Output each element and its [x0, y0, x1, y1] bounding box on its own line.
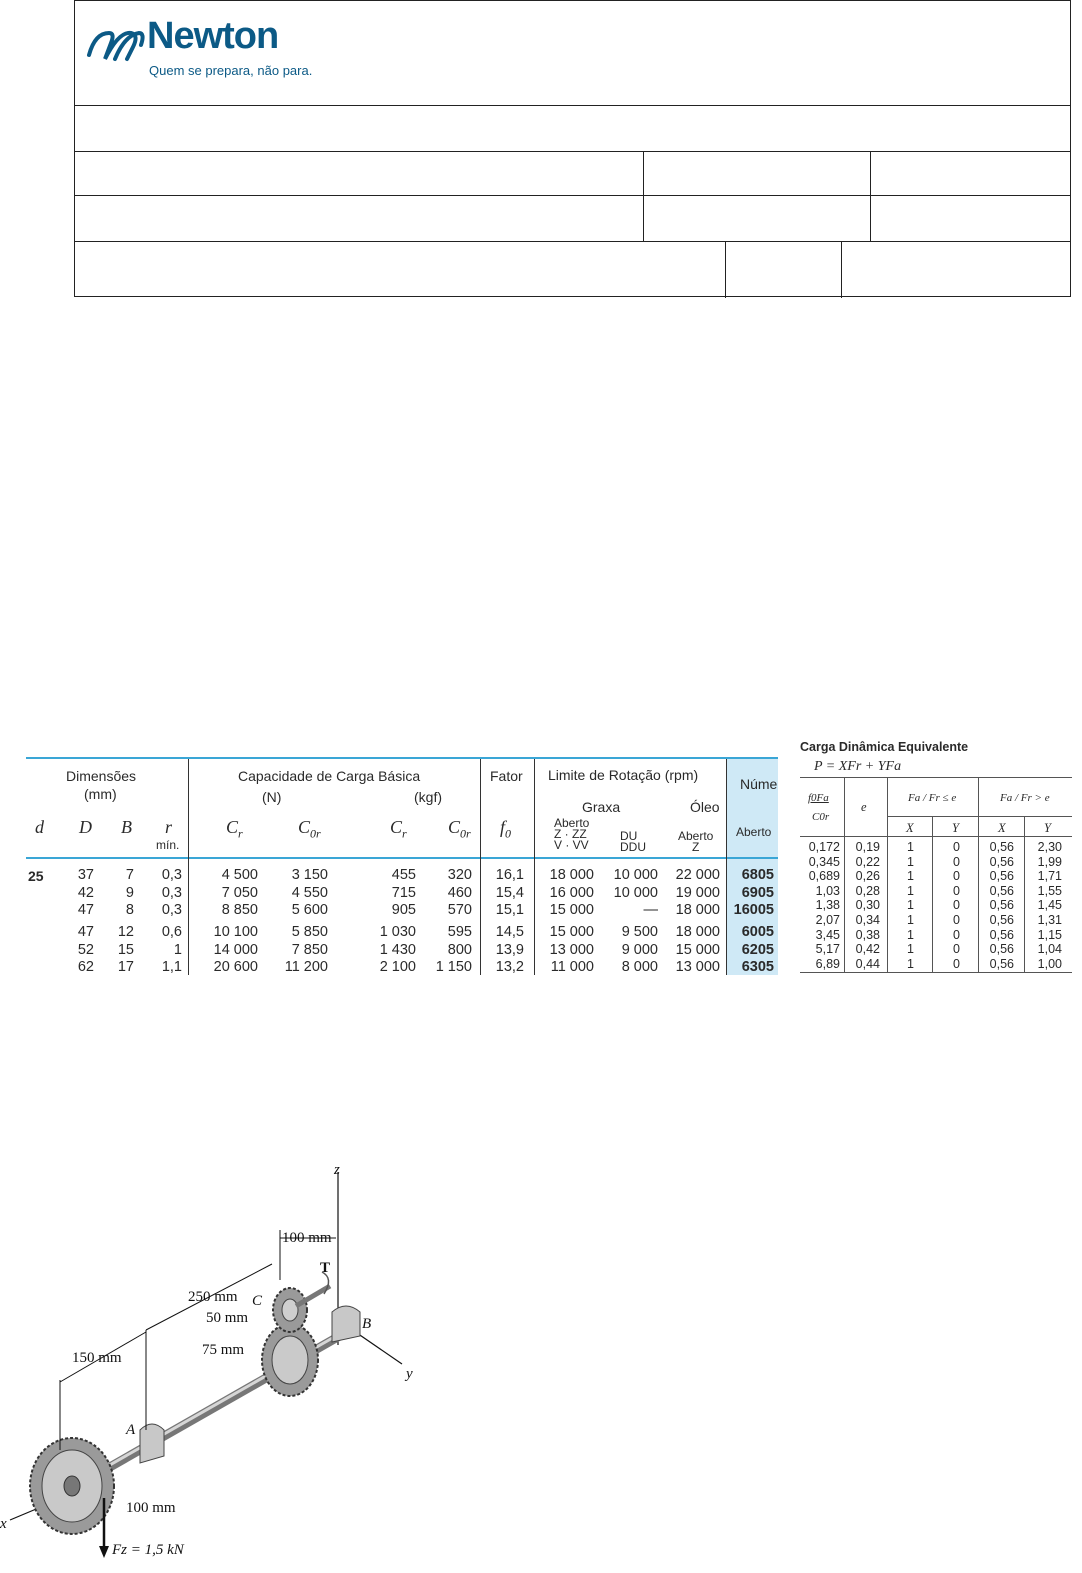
- column-divider: [726, 759, 727, 975]
- bearing-cell-c0r-kgf: 800: [447, 942, 472, 958]
- load-cell-y1: 0: [953, 854, 960, 869]
- bearing-cell-c0r-kgf: 320: [447, 867, 472, 883]
- column-divider: [188, 759, 189, 975]
- load-cell-ratio: 0,172: [808, 840, 840, 854]
- bearing-cell-grease-du: 10 000: [613, 885, 658, 901]
- bearing-cell-c0r-n: 11 200: [284, 959, 328, 975]
- header-unit-n: (N): [262, 789, 282, 805]
- bearing-cell-D: 47: [77, 902, 94, 918]
- grease-open-line-2: Z · ZZ: [554, 827, 587, 841]
- bearing-cell-cr-kgf: 455: [391, 867, 416, 883]
- load-cell-x1: 1: [907, 898, 914, 913]
- bearing-cell-cr-n: 7 050: [221, 885, 258, 901]
- bearing-cell-c0r-n: 4 550: [291, 885, 328, 901]
- bearing-cell-D: 37: [77, 867, 94, 883]
- bearing-cell-f0: 14,5: [495, 924, 524, 940]
- load-divider: [1024, 816, 1025, 972]
- bearing-cell-grease-du: 9 000: [621, 942, 658, 958]
- shaft-diagram: [0, 1160, 430, 1570]
- load-col-e: e: [861, 800, 867, 814]
- load-cell-y1: 0: [953, 927, 960, 942]
- load-cell-y1: 0: [953, 883, 960, 898]
- load-cell-x2: 0,56: [989, 869, 1014, 884]
- form-row-1: [75, 105, 1070, 152]
- form-cell: [870, 196, 871, 242]
- bearing-cell-grease-open: 16 000: [549, 885, 594, 901]
- load-cell-y2: 1,55: [1037, 883, 1062, 898]
- bearing-cell-B: 7: [125, 867, 134, 883]
- col-r-sub: mín.: [156, 838, 180, 852]
- form-cell: [725, 242, 726, 298]
- bearing-cell-c0r-n: 5 850: [291, 924, 328, 940]
- col-f0-sub: 0: [505, 826, 512, 841]
- dim-50: 50 mm: [206, 1310, 249, 1326]
- load-cell-x2: 0,56: [989, 898, 1014, 913]
- dim-75: 75 mm: [202, 1342, 245, 1358]
- load-cell-x2: 0,56: [989, 854, 1014, 869]
- col-r: r: [165, 817, 173, 837]
- col-cr-sub: r: [238, 826, 243, 841]
- load-cell-e: 0,42: [855, 942, 880, 957]
- col-B: B: [121, 817, 132, 837]
- force-label: Fz = 1,5 kN: [112, 1542, 184, 1558]
- load-cell-y2: 1,04: [1037, 942, 1062, 957]
- bearing-cell-cr-kgf: 2 100: [379, 959, 416, 975]
- bearing-cell-B: 9: [125, 885, 134, 901]
- load-col-x1: X: [906, 821, 914, 835]
- bearing-cell-grease-open: 13 000: [549, 942, 594, 958]
- load-divider: [932, 816, 933, 972]
- col-D: D: [79, 817, 92, 837]
- load-cell-x1: 1: [907, 854, 914, 869]
- label-z: z: [334, 1162, 340, 1178]
- load-cell-x1: 1: [907, 883, 914, 898]
- bearing-cell-grease-du: 10 000: [613, 867, 658, 883]
- bearing-cell-cr-kgf: 905: [391, 902, 416, 918]
- load-ratio-den: C0r: [812, 811, 830, 823]
- load-group-le: Fa / Fr ≤ e: [908, 792, 957, 804]
- load-cell-x2: 0,56: [989, 840, 1014, 854]
- form-row-3: [75, 195, 1070, 242]
- bearing-cell-r: 0,3: [161, 885, 182, 901]
- bearing-cell-c0r-n: 3 150: [291, 867, 328, 883]
- load-cell-y2: 1,71: [1037, 869, 1062, 884]
- load-cell-y1: 0: [953, 942, 960, 957]
- bearing-cell-c0r-kgf: 595: [447, 924, 472, 940]
- bearing-cell-cr-kgf: 715: [391, 885, 416, 901]
- load-col-y2: Y: [1044, 821, 1051, 835]
- form-cell: [643, 196, 644, 242]
- bearing-cell-grease-open: 11 000: [550, 959, 594, 975]
- col-cr-symbol: C: [226, 817, 239, 837]
- col-d: d: [35, 817, 44, 837]
- bearing-cell-c0r-kgf: 460: [447, 885, 472, 901]
- load-cell-x2: 0,56: [989, 942, 1014, 957]
- form-row-2: [75, 151, 1070, 196]
- load-cell-y1: 0: [953, 913, 960, 927]
- load-cell-y1: 0: [953, 869, 960, 884]
- col-oil-open: [678, 831, 713, 853]
- header-dimensions: Dimensões: [66, 768, 137, 784]
- col-c0r-kgf-sub: 0r: [460, 826, 471, 841]
- load-rule: [800, 777, 1072, 778]
- load-cell-y2: 1,00: [1037, 956, 1062, 971]
- col-number-open: Aberto: [736, 825, 772, 839]
- bearing-a: [140, 1424, 164, 1463]
- load-cell-y2: 1,99: [1037, 854, 1062, 869]
- bearing-cell-grease-du: —: [643, 902, 658, 918]
- load-cell-ratio: 1,03: [815, 883, 840, 898]
- col-cr: [226, 817, 243, 842]
- oil-open-line-2: Z: [692, 840, 700, 854]
- bearing-cell-B: 15: [117, 942, 134, 958]
- load-cell-ratio: 0,689: [808, 869, 840, 884]
- bearing-cell-cr-n: 14 000: [213, 942, 258, 958]
- load-cell-x2: 0,56: [989, 956, 1014, 971]
- bearing-cell-number: 6305: [741, 959, 774, 975]
- load-rule: [800, 972, 1072, 973]
- load-cell-x2: 0,56: [989, 883, 1014, 898]
- bearing-cell-c0r-kgf: 1 150: [435, 959, 472, 975]
- load-cell-y1: 0: [953, 898, 960, 913]
- bearing-cell-oil-open: 13 000: [675, 959, 720, 975]
- load-cell-e: 0,38: [855, 927, 880, 942]
- load-cell-x2: 0,56: [989, 927, 1014, 942]
- bearing-cell-oil-open: 18 000: [675, 924, 720, 940]
- header-grease: Graxa: [582, 799, 621, 815]
- col-grease-open: [554, 818, 589, 851]
- load-cell-e: 0,30: [855, 898, 880, 913]
- label-c: C: [252, 1293, 263, 1309]
- bearing-cell-f0: 16,1: [495, 867, 524, 883]
- label-x: x: [0, 1516, 7, 1532]
- bearing-cell-number: 6205: [741, 942, 774, 958]
- bearing-cell-r: 1,1: [161, 959, 182, 975]
- bearing-cell-f0: 13,2: [495, 959, 524, 975]
- logo-word: Newton: [147, 15, 279, 57]
- load-cell-x1: 1: [907, 927, 914, 942]
- bearing-cell-grease-open: 15 000: [549, 924, 594, 940]
- col-f0: [500, 817, 511, 842]
- bearing-cell-c0r-n: 5 600: [291, 902, 328, 918]
- col-cr-kgf-symbol: C: [390, 817, 403, 837]
- bearing-cell-B: 12: [117, 924, 134, 940]
- dim-100-top: 100 mm: [282, 1230, 332, 1246]
- load-cell-ratio: 5,17: [815, 942, 840, 957]
- bearing-cell-grease-du: 8 000: [621, 959, 658, 975]
- bearing-cell-c0r-n: 7 850: [291, 942, 328, 958]
- load-cell-y2: 1,45: [1037, 898, 1062, 913]
- load-cell-y1: 0: [953, 840, 960, 854]
- bearing-cell-B: 17: [117, 959, 134, 975]
- col-cr-kgf: [390, 817, 407, 842]
- table-header-rule: [26, 857, 778, 859]
- form-cell: [870, 152, 871, 196]
- gear-c-face: [282, 1299, 298, 1321]
- load-cell-y2: 1,15: [1037, 927, 1062, 942]
- load-cell-y2: 2,30: [1037, 840, 1062, 854]
- bearing-cell-cr-n: 8 850: [221, 902, 258, 918]
- load-col-y1: Y: [952, 821, 959, 835]
- load-cell-y2: 1,31: [1037, 913, 1062, 927]
- load-cell-x2: 0,56: [989, 913, 1014, 927]
- load-table: [800, 740, 1072, 972]
- bearing-table: [26, 757, 778, 975]
- bearing-cell-D: 42: [77, 885, 94, 901]
- bearing-cell-number: 16005: [733, 902, 774, 918]
- grease-du-line-1: DU: [620, 829, 638, 843]
- bearing-cell-oil-open: 19 000: [675, 885, 720, 901]
- bearing-cell-grease-du: 9 500: [621, 924, 658, 940]
- header-number: Núme: [740, 776, 778, 792]
- load-rule: [887, 816, 1072, 817]
- table-top-rule: [26, 757, 778, 759]
- load-divider: [887, 777, 888, 972]
- header-dimensions-unit: (mm): [84, 786, 117, 802]
- load-cell-ratio: 1,38: [815, 898, 840, 913]
- bearing-cell-oil-open: 15 000: [675, 942, 720, 958]
- column-divider: [534, 759, 535, 975]
- form-row-4: [75, 241, 1070, 298]
- bearing-cell-number: 6805: [741, 867, 774, 883]
- label-b: B: [362, 1316, 372, 1332]
- logo-tagline: Quem se prepara, não para.: [149, 63, 313, 78]
- col-c0r-sub: 0r: [310, 826, 321, 841]
- header-factor: Fator: [490, 768, 523, 784]
- load-cell-e: 0,22: [855, 854, 880, 869]
- load-rule: [800, 836, 1072, 837]
- bearing-cell-cr-n: 4 500: [221, 867, 258, 883]
- bearing-cell-r: 0,6: [161, 924, 182, 940]
- col-cr-kgf-sub: r: [402, 826, 407, 841]
- bearing-cell-D: 62: [77, 959, 94, 975]
- gear-left-hub: [64, 1476, 80, 1496]
- load-cell-x1: 1: [907, 913, 914, 927]
- bearing-cell-B: 8: [125, 902, 134, 918]
- header-unit-kgf: (kgf): [414, 789, 442, 805]
- grease-du-line-2: DDU: [620, 840, 646, 854]
- load-formula: P = XFr + YFa: [814, 759, 902, 774]
- force-arrow-head: [99, 1546, 109, 1558]
- header-oil: Óleo: [690, 799, 720, 815]
- load-col-x2: X: [998, 821, 1006, 835]
- col-f0-symbol: f: [500, 817, 506, 837]
- col-c0r: [298, 817, 321, 842]
- bearing-cell-grease-open: 15 000: [549, 902, 594, 918]
- label-t: T: [320, 1260, 331, 1276]
- bearing-cell-cr-kgf: 1 430: [379, 942, 416, 958]
- dim-100-gear: 100 mm: [126, 1500, 176, 1516]
- form-cell: [643, 152, 644, 196]
- header-speed: Limite de Rotação (rpm): [548, 767, 699, 783]
- load-divider: [844, 777, 845, 972]
- bearing-cell-cr-n: 20 600: [213, 959, 258, 975]
- load-cell-y1: 0: [953, 956, 960, 971]
- load-cell-x1: 1: [907, 942, 914, 957]
- load-ratio-num: f0Fa: [808, 792, 829, 804]
- header-capacity: Capacidade de Carga Básica: [238, 768, 421, 784]
- bearing-b: [332, 1306, 360, 1342]
- load-divider: [978, 777, 979, 972]
- bearing-cell-r: 0,3: [161, 902, 182, 918]
- bearing-cell-f0: 15,1: [495, 902, 524, 918]
- load-cell-x1: 1: [907, 869, 914, 884]
- load-cell-ratio: 6,89: [815, 956, 840, 971]
- label-y: y: [406, 1366, 413, 1382]
- bearing-cell-number: 6005: [741, 924, 774, 940]
- bearing-cell-cr-n: 10 100: [213, 924, 258, 940]
- bearing-cell-oil-open: 22 000: [675, 867, 720, 883]
- col-grease-du: [620, 831, 646, 853]
- bearing-cell-cr-kgf: 1 030: [379, 924, 416, 940]
- grease-open-line-1: Aberto: [554, 816, 590, 830]
- load-cell-ratio: 0,345: [808, 854, 840, 869]
- load-cell-ratio: 3,45: [815, 927, 840, 942]
- load-cell-x1: 1: [907, 840, 914, 854]
- bearing-cell-number: 6905: [741, 885, 774, 901]
- d-value: 25: [28, 868, 44, 884]
- column-divider: [480, 759, 481, 975]
- col-c0r-symbol: C: [298, 817, 311, 837]
- col-c0r-kgf-symbol: C: [448, 817, 461, 837]
- label-a: A: [126, 1422, 136, 1438]
- load-title: Carga Dinâmica Equivalente: [800, 740, 969, 754]
- form-cell: [841, 242, 842, 298]
- bearing-cell-r: 0,3: [161, 867, 182, 883]
- bearing-cell-c0r-kgf: 570: [447, 902, 472, 918]
- load-group-gt: Fa / Fr > e: [1000, 792, 1050, 804]
- col-c0r-kgf: [448, 817, 471, 842]
- bearing-cell-grease-open: 18 000: [549, 867, 594, 883]
- header-form: [74, 0, 1071, 297]
- bearing-cell-f0: 13,9: [495, 942, 524, 958]
- bearing-cell-D: 52: [77, 942, 94, 958]
- grease-open-line-3: V · VV: [554, 838, 589, 852]
- bearing-cell-oil-open: 18 000: [675, 902, 720, 918]
- dim-150: 150 mm: [72, 1350, 122, 1366]
- load-cell-x1: 1: [907, 956, 914, 971]
- load-cell-ratio: 2,07: [815, 913, 840, 927]
- load-cell-e: 0,26: [855, 869, 880, 884]
- gear-middle-face: [272, 1336, 308, 1384]
- bearing-cell-r: 1: [173, 942, 182, 958]
- bearing-cell-D: 47: [77, 924, 94, 940]
- load-cell-e: 0,34: [855, 913, 880, 927]
- load-cell-e: 0,28: [855, 883, 880, 898]
- oil-open-line-1: Aberto: [678, 829, 714, 843]
- load-cell-e: 0,44: [855, 956, 880, 971]
- load-cell-e: 0,19: [855, 840, 880, 854]
- dim-250: 250 mm: [188, 1289, 238, 1305]
- bearing-cell-f0: 15,4: [495, 885, 524, 901]
